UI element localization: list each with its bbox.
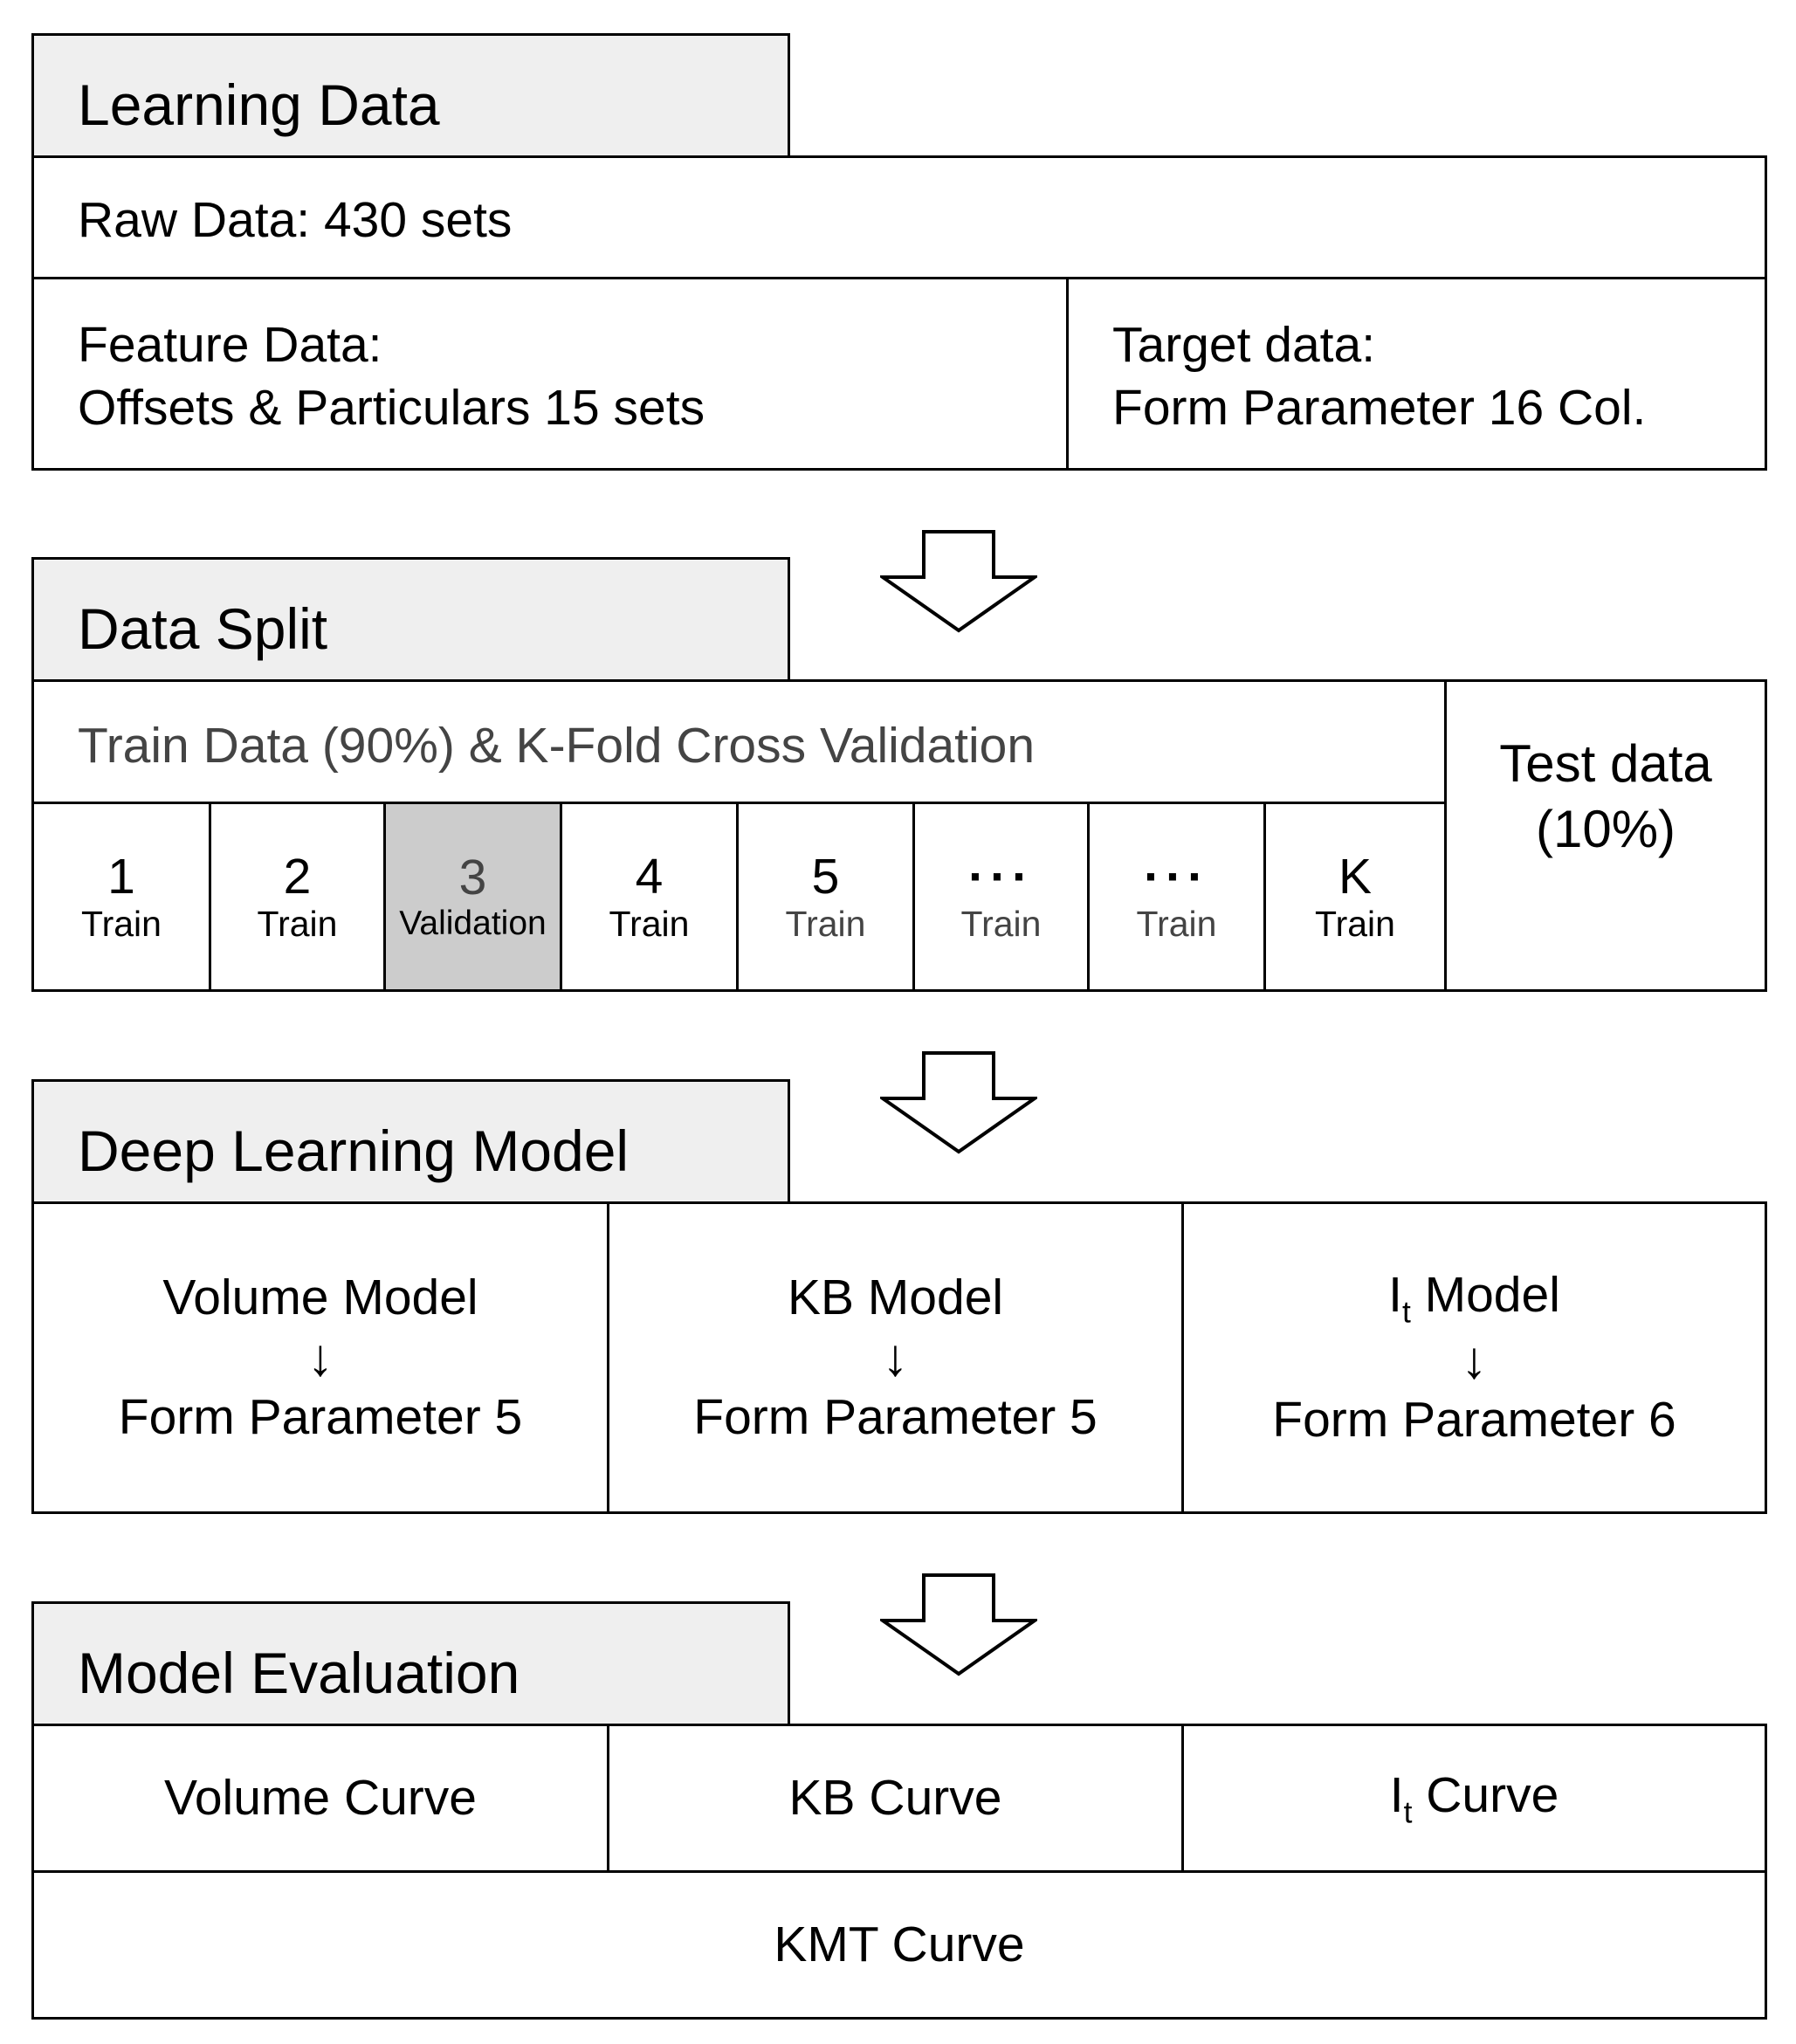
volume-model-box	[31, 1201, 609, 1514]
target-data-box	[1066, 277, 1767, 471]
fold-number: 1	[107, 849, 135, 905]
it-model-box	[1181, 1201, 1767, 1514]
kb-model-name: KB Model	[787, 1269, 1004, 1325]
fold-cell	[1087, 802, 1266, 992]
down-arrow-icon	[880, 1050, 1037, 1155]
raw-data-box	[31, 155, 1767, 279]
fold-label: Train	[785, 903, 866, 944]
kb-curve-box	[607, 1724, 1184, 1873]
down-arrow-icon	[880, 529, 1037, 634]
kb-model-output: Form Parameter 5	[693, 1389, 1098, 1445]
fold-cell	[736, 802, 915, 992]
fold-number: 3	[458, 850, 487, 906]
fold-number: K	[1338, 849, 1373, 905]
fold-cell	[31, 802, 211, 992]
fold-label: Train	[609, 903, 690, 944]
model-evaluation-title: Model Evaluation	[78, 1641, 520, 1705]
volume-model-output: Form Parameter 5	[118, 1389, 523, 1445]
fold-cell	[912, 802, 1090, 992]
raw-data-text: Raw Data: 430 sets	[78, 192, 513, 248]
feature-data-line1: Feature Data:	[78, 317, 382, 373]
fold-number: 5	[811, 849, 840, 905]
fold-ellipsis: ···	[1144, 849, 1209, 905]
it-model-rest: Model	[1410, 1266, 1560, 1323]
model-evaluation-tab	[31, 1601, 790, 1727]
fold-cell	[209, 802, 386, 992]
it-subscript: t	[1401, 1294, 1411, 1329]
it-model-name	[1388, 1264, 1560, 1332]
kmt-curve-box	[31, 1870, 1767, 2020]
down-arrow-icon	[880, 1573, 1037, 1677]
feature-data-box	[31, 277, 1069, 471]
volume-model-name: Volume Model	[162, 1269, 478, 1325]
feature-data-line2: Offsets & Particulars 15 sets	[78, 380, 705, 436]
fold-label: Train	[81, 903, 162, 944]
data-split-title: Data Split	[78, 596, 328, 661]
fold-label: Train	[1315, 903, 1395, 944]
fold-cell-validation	[383, 802, 562, 992]
target-data-line1: Target data:	[1112, 317, 1376, 373]
it-subscript: t	[1403, 1795, 1413, 1830]
it-curve-box	[1181, 1724, 1767, 1873]
down-arrow-glyph: ↓	[882, 1328, 909, 1387]
kb-curve-text: KB Curve	[788, 1769, 1002, 1826]
deep-learning-model-tab	[31, 1079, 790, 1205]
fold-number: 2	[283, 849, 312, 905]
fold-ellipsis: ···	[968, 849, 1034, 905]
it-symbol: I	[1388, 1266, 1402, 1323]
kmt-curve-text: KMT Curve	[774, 1916, 1025, 1972]
fold-label: Train	[257, 903, 338, 944]
fold-number: 4	[635, 849, 664, 905]
fold-label: Validation	[399, 904, 547, 942]
target-data-line2: Form Parameter 16 Col.	[1112, 380, 1647, 436]
fold-label: Train	[960, 903, 1042, 944]
it-curve-text	[1390, 1765, 1559, 1833]
learning-data-title: Learning Data	[78, 72, 440, 137]
fold-cell	[1263, 802, 1447, 992]
deep-learning-model-title: Deep Learning Model	[78, 1118, 630, 1183]
test-data-box	[1444, 679, 1767, 992]
down-arrow-glyph: ↓	[307, 1328, 334, 1387]
it-model-output: Form Parameter 6	[1272, 1392, 1676, 1449]
train-data-header: Train Data (90%) & K-Fold Cross Validation	[78, 718, 1036, 774]
volume-curve-box	[31, 1724, 609, 1873]
down-arrow-glyph: ↓	[1461, 1331, 1488, 1390]
volume-curve-text: Volume Curve	[163, 1769, 477, 1826]
data-split-tab	[31, 557, 790, 683]
train-data-header-box	[31, 679, 1447, 805]
it-symbol: I	[1389, 1766, 1404, 1823]
test-data-line2: (10%)	[1535, 800, 1676, 858]
kb-model-box	[607, 1201, 1184, 1514]
learning-data-tab	[31, 33, 790, 159]
fold-label: Train	[1136, 903, 1217, 944]
fold-cell	[560, 802, 739, 992]
it-curve-rest: Curve	[1412, 1766, 1559, 1823]
test-data-line1: Test data	[1499, 734, 1712, 793]
